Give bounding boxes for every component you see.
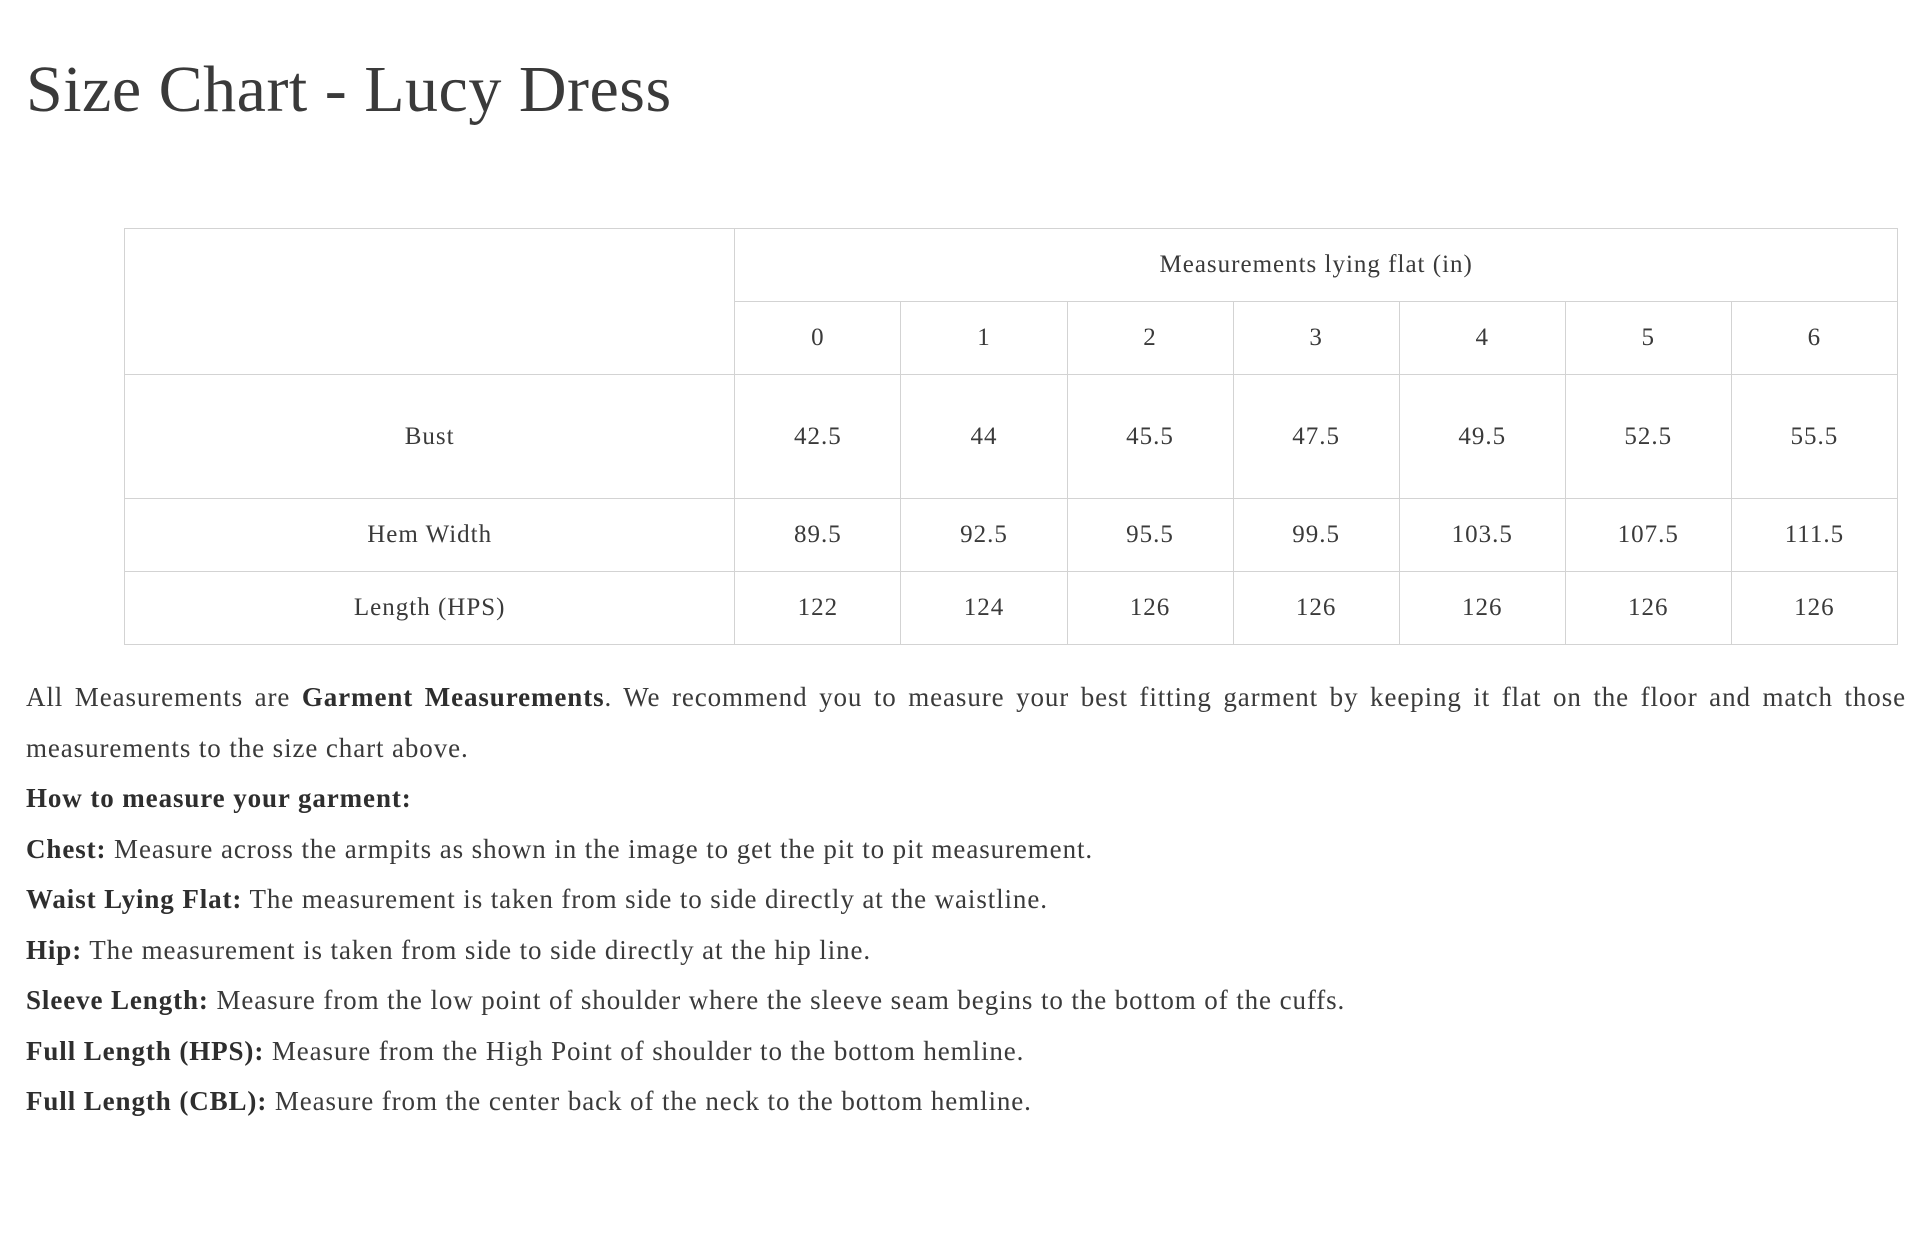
- note-term: Waist Lying Flat:: [26, 884, 243, 914]
- note-text: Measure from the center back of the neck to the bottom hemline.: [267, 1086, 1032, 1116]
- table-cell: 44: [901, 375, 1067, 499]
- intro-prefix: All Measurements are: [26, 682, 302, 712]
- table-row-hem-width: [125, 499, 1898, 572]
- table-cell: 126: [1233, 572, 1399, 645]
- table-cell: 52.5: [1565, 375, 1731, 499]
- table-cell: 126: [1399, 572, 1565, 645]
- row-label: Hem Width: [125, 499, 735, 572]
- table-cell: 122: [735, 572, 901, 645]
- table-cell: 107.5: [1565, 499, 1731, 572]
- row-label: Length (HPS): [125, 572, 735, 645]
- note-term: Chest:: [26, 833, 107, 864]
- table-cell: 99.5: [1233, 499, 1399, 572]
- table-cell: 45.5: [1067, 375, 1233, 499]
- size-header-cell: 5: [1565, 302, 1731, 375]
- table-cell: 92.5: [901, 499, 1067, 572]
- table-cell: 124: [901, 572, 1067, 645]
- table-cell: 103.5: [1399, 499, 1565, 572]
- note-item-sleeve: [26, 975, 1906, 1026]
- size-header-cell: 4: [1399, 302, 1565, 375]
- table-row-bust: [125, 375, 1898, 499]
- table-corner-cell: [125, 229, 735, 375]
- intro-paragraph: [26, 672, 1906, 773]
- note-item-chest: [26, 824, 1906, 875]
- note-term: Sleeve Length:: [26, 985, 209, 1015]
- row-label: Bust: [125, 375, 735, 499]
- note-term: Hip:: [26, 934, 83, 965]
- measurements-group-header: Measurements lying flat (in): [735, 229, 1898, 302]
- table-cell: 126: [1731, 572, 1897, 645]
- note-item-full-length-cbl: [26, 1076, 1906, 1127]
- note-item-waist: [26, 874, 1906, 925]
- intro-suffix: . We recommend you to measure your best fitting garment by keeping it flat on the floor and match those measurements to the size chart above.: [26, 682, 1906, 763]
- how-to-heading: How to measure your garment:: [26, 783, 412, 813]
- table-cell: 126: [1565, 572, 1731, 645]
- table-cell: 55.5: [1731, 375, 1897, 499]
- size-header-cell: 6: [1731, 302, 1897, 375]
- table-cell: 89.5: [735, 499, 901, 572]
- table-header-row: [125, 229, 1898, 302]
- note-term: Full Length (HPS):: [26, 1035, 265, 1066]
- table-cell: 111.5: [1731, 499, 1897, 572]
- table-cell: 47.5: [1233, 375, 1399, 499]
- note-term: Full Length (CBL):: [26, 1086, 268, 1116]
- size-header-cell: 0: [735, 302, 901, 375]
- page-title: Size Chart - Lucy Dress: [26, 53, 672, 126]
- measurement-notes: [26, 672, 1906, 1127]
- how-to-heading-line: [26, 773, 1906, 824]
- note-text: The measurement is taken from side to side directly at the waistline.: [242, 884, 1048, 914]
- note-text: Measure from the low point of shoulder where the sleeve seam begins to the bottom of the cuffs.: [208, 985, 1346, 1015]
- size-header-cell: 2: [1067, 302, 1233, 375]
- size-header-cell: 3: [1233, 302, 1399, 375]
- table-cell: 95.5: [1067, 499, 1233, 572]
- note-item-hip: [26, 925, 1906, 976]
- note-text: The measurement is taken from side to side directly at the hip line.: [82, 934, 872, 965]
- note-item-full-length-hps: [26, 1026, 1906, 1077]
- size-chart-table: [124, 228, 1898, 645]
- intro-bold: Garment Measurements: [301, 682, 605, 712]
- table-cell: 49.5: [1399, 375, 1565, 499]
- table-cell: 42.5: [735, 375, 901, 499]
- size-header-cell: 1: [901, 302, 1067, 375]
- note-text: Measure from the High Point of shoulder to the bottom hemline.: [264, 1035, 1025, 1066]
- table-cell: 126: [1067, 572, 1233, 645]
- note-text: Measure across the armpits as shown in the image to get the pit to pit measurement.: [106, 833, 1094, 864]
- table-row-length-hps: [125, 572, 1898, 645]
